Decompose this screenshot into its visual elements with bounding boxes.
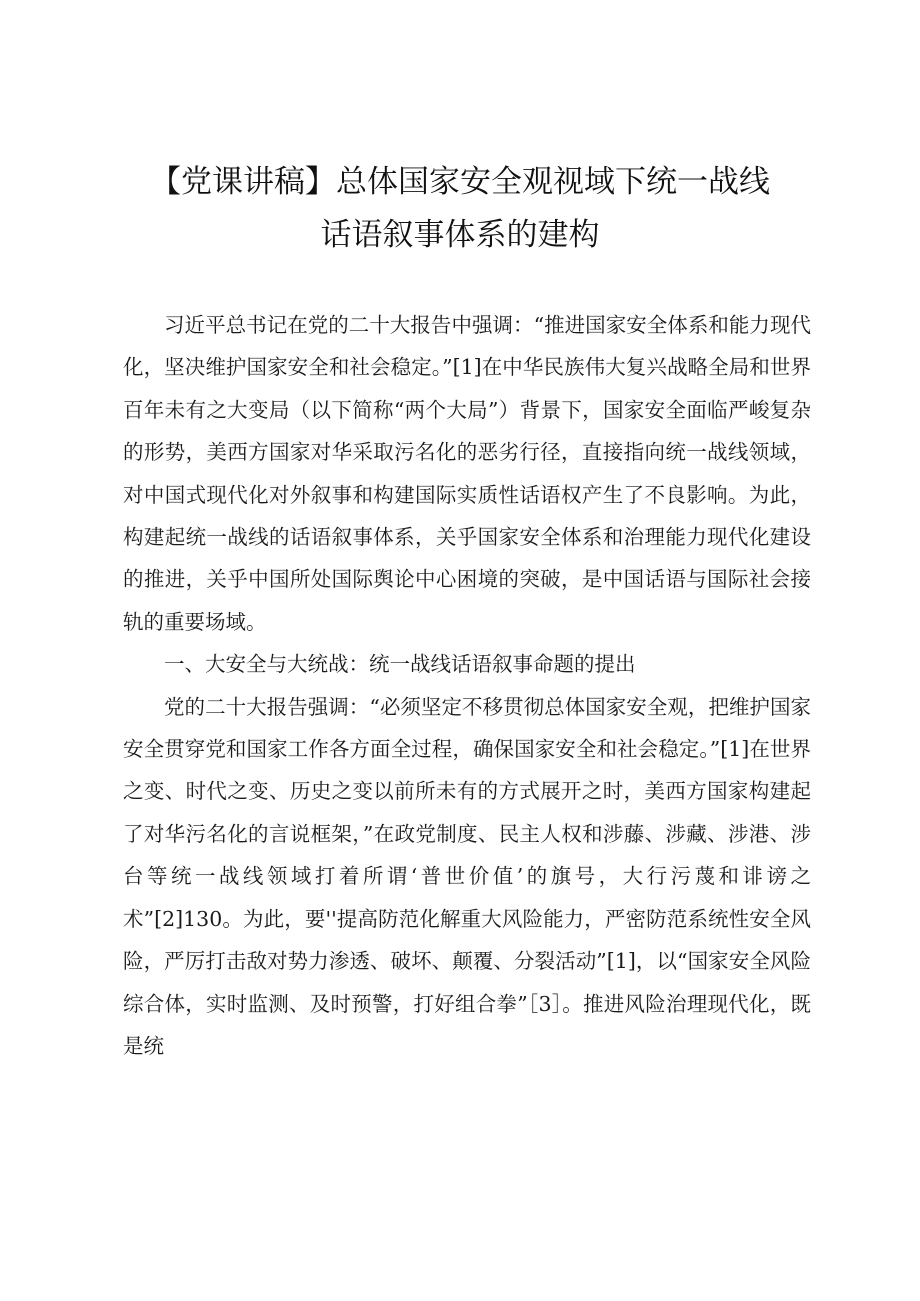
intro-paragraph: 习近平总书记在党的二十大报告中强调：“推进国家安全体系和能力现代化，坚决维护国家安全和社会稳定。”[1]在中华民族伟大复兴战略全局和世界百年未有之大变局（以下简称“两个大局”）背景下，国家安全面临严峻复杂的形势，美西方国家对华采取污名化的恶劣行径，直接指向统一战线领域，对中国式现代化对外叙事和构建国际实质性话语权产生了不良影响。为此，构建起统一战线的话语叙事体系，关乎国家安全体系和治理能力现代化建设的推进，关乎中国所处国际舆论中心困境的突破，是中国话语与国际社会接轨的重要场域。 (123, 313, 811, 634)
section-1-paragraph: 党的二十大报告强调：“必须坚定不移贯彻总体国家安全观，把维护国家安全贯穿党和国家工作各方面全过程，确保国家安全和社会稳定。”[1]在世界之变、时代之变、历史之变以前所未有的方式展开之时，美西方国家构建起了对华污名化的言说框架，”在政党制度、民主人权和涉藤、涉藏、涉港、涉台等统一战线领域打着所谓‘普世价值’的旗号，大行污蔑和诽谤之术”[2]130。为此，要''提高防范化解重大风险能力，严密防范系统性安全风险，严厉打击敌对势力渗透、破坏、颠覆、分裂活动”[1]，以“国家安全风险综合体，实时监测、及时预警，打好组合拳”［3］。推进风险治理现代化，既是统 (123, 694, 811, 1058)
title-line-1: 【党课讲稿】总体国家安全观视域下统一战线 (150, 164, 770, 200)
title-line-2: 话语叙事体系的建构 (320, 217, 600, 253)
section-heading-1: 一、大安全与大统战：统一战线话语叙事命题的提出 (164, 652, 636, 677)
document-body (123, 304, 811, 1067)
document-title (100, 156, 820, 262)
